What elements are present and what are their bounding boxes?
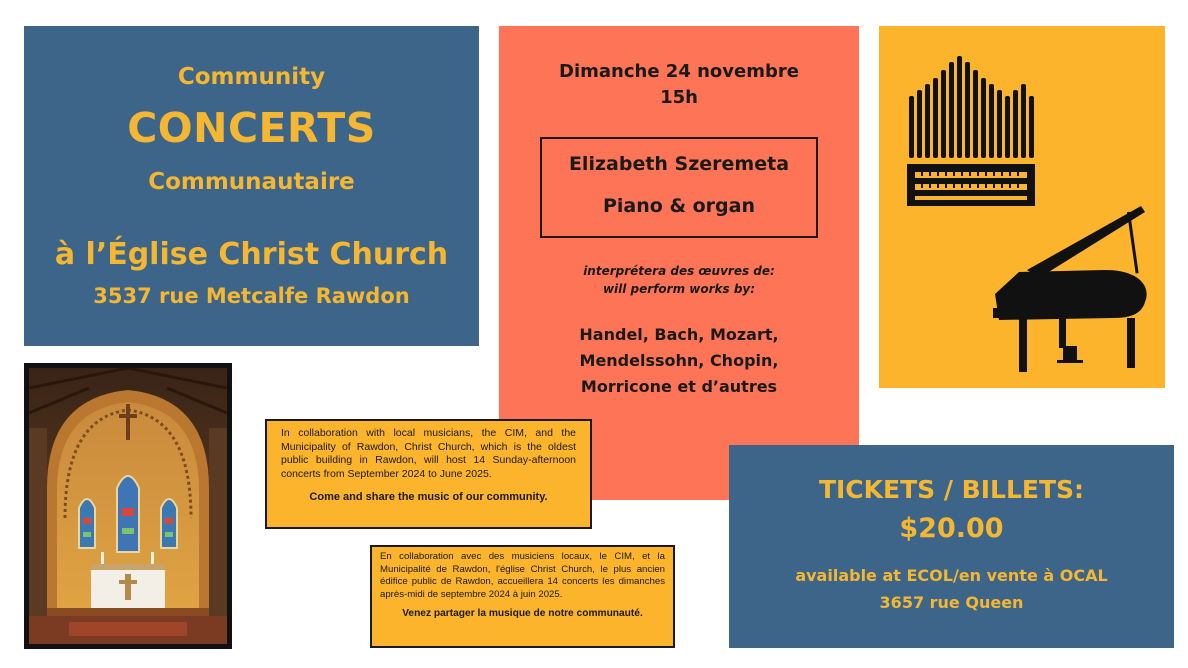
collaboration-note-en [265,419,592,529]
event-date-day: Dimanche 24 novembre [559,61,799,82]
composer-line: Handel, Bach, Mozart, [579,325,779,344]
tickets-heading: TICKETS / BILLETS: [818,475,1085,504]
composer-line: Morricone et d’autres [580,377,778,396]
ticket-price: $20.00 [899,513,1004,544]
invitation-text-en: Come and share the music of our community. [309,491,548,503]
communautaire-heading: Communautaire [148,169,355,195]
instrument-panel [879,26,1165,388]
composer-list [499,322,859,400]
program-intro [499,262,859,298]
collaboration-text-en: In collaboration with local musicians, the CIM, and the Municipality of Rawdon, Christ Church, which is the oldest public building in Rawdon, will host 14 Sunday-afternoon concerts from September 2024 to June 2025. [281,427,576,480]
ticket-outlet-address: 3657 rue Queen [879,593,1024,612]
venue-address: 3537 rue Metcalfe Rawdon [93,284,410,308]
grand-piano-icon [993,206,1147,372]
collaboration-note-fr [370,545,675,648]
ticket-availability: available at ECOL/en vente à OCAL [795,566,1108,585]
performer-box [540,137,818,238]
church-interior-photo [24,363,232,649]
composer-line: Mendelssohn, Chopin, [579,351,779,370]
title-panel [24,26,479,346]
invitation-text-fr: Venez partager la musique de notre communauté. [402,608,643,620]
collaboration-text-fr: En collaboration avec des musiciens locaux, le CIM, et la Municipalité de Rawdon, l'église Christ Church, le plus ancien édifice public de Rawdon, accueillera 14 concerts les dimanches après-midi de septembre 2024 à juin 2025. [380,551,665,600]
event-date [499,59,859,111]
tickets-panel [729,445,1174,648]
performer-name: Elizabeth Szeremeta [568,153,790,175]
program-intro-en: will perform works by: [602,282,756,296]
event-date-time: 15h [660,87,698,108]
venue-name: à l’Église Christ Church [54,237,449,272]
program-intro-fr: interprétera des œuvres de: [583,264,775,278]
community-heading: Community [177,64,326,90]
performer-instruments: Piano & organ [602,195,755,217]
pipe-organ-icon [907,56,1035,206]
concerts-heading: CONCERTS [127,104,376,152]
